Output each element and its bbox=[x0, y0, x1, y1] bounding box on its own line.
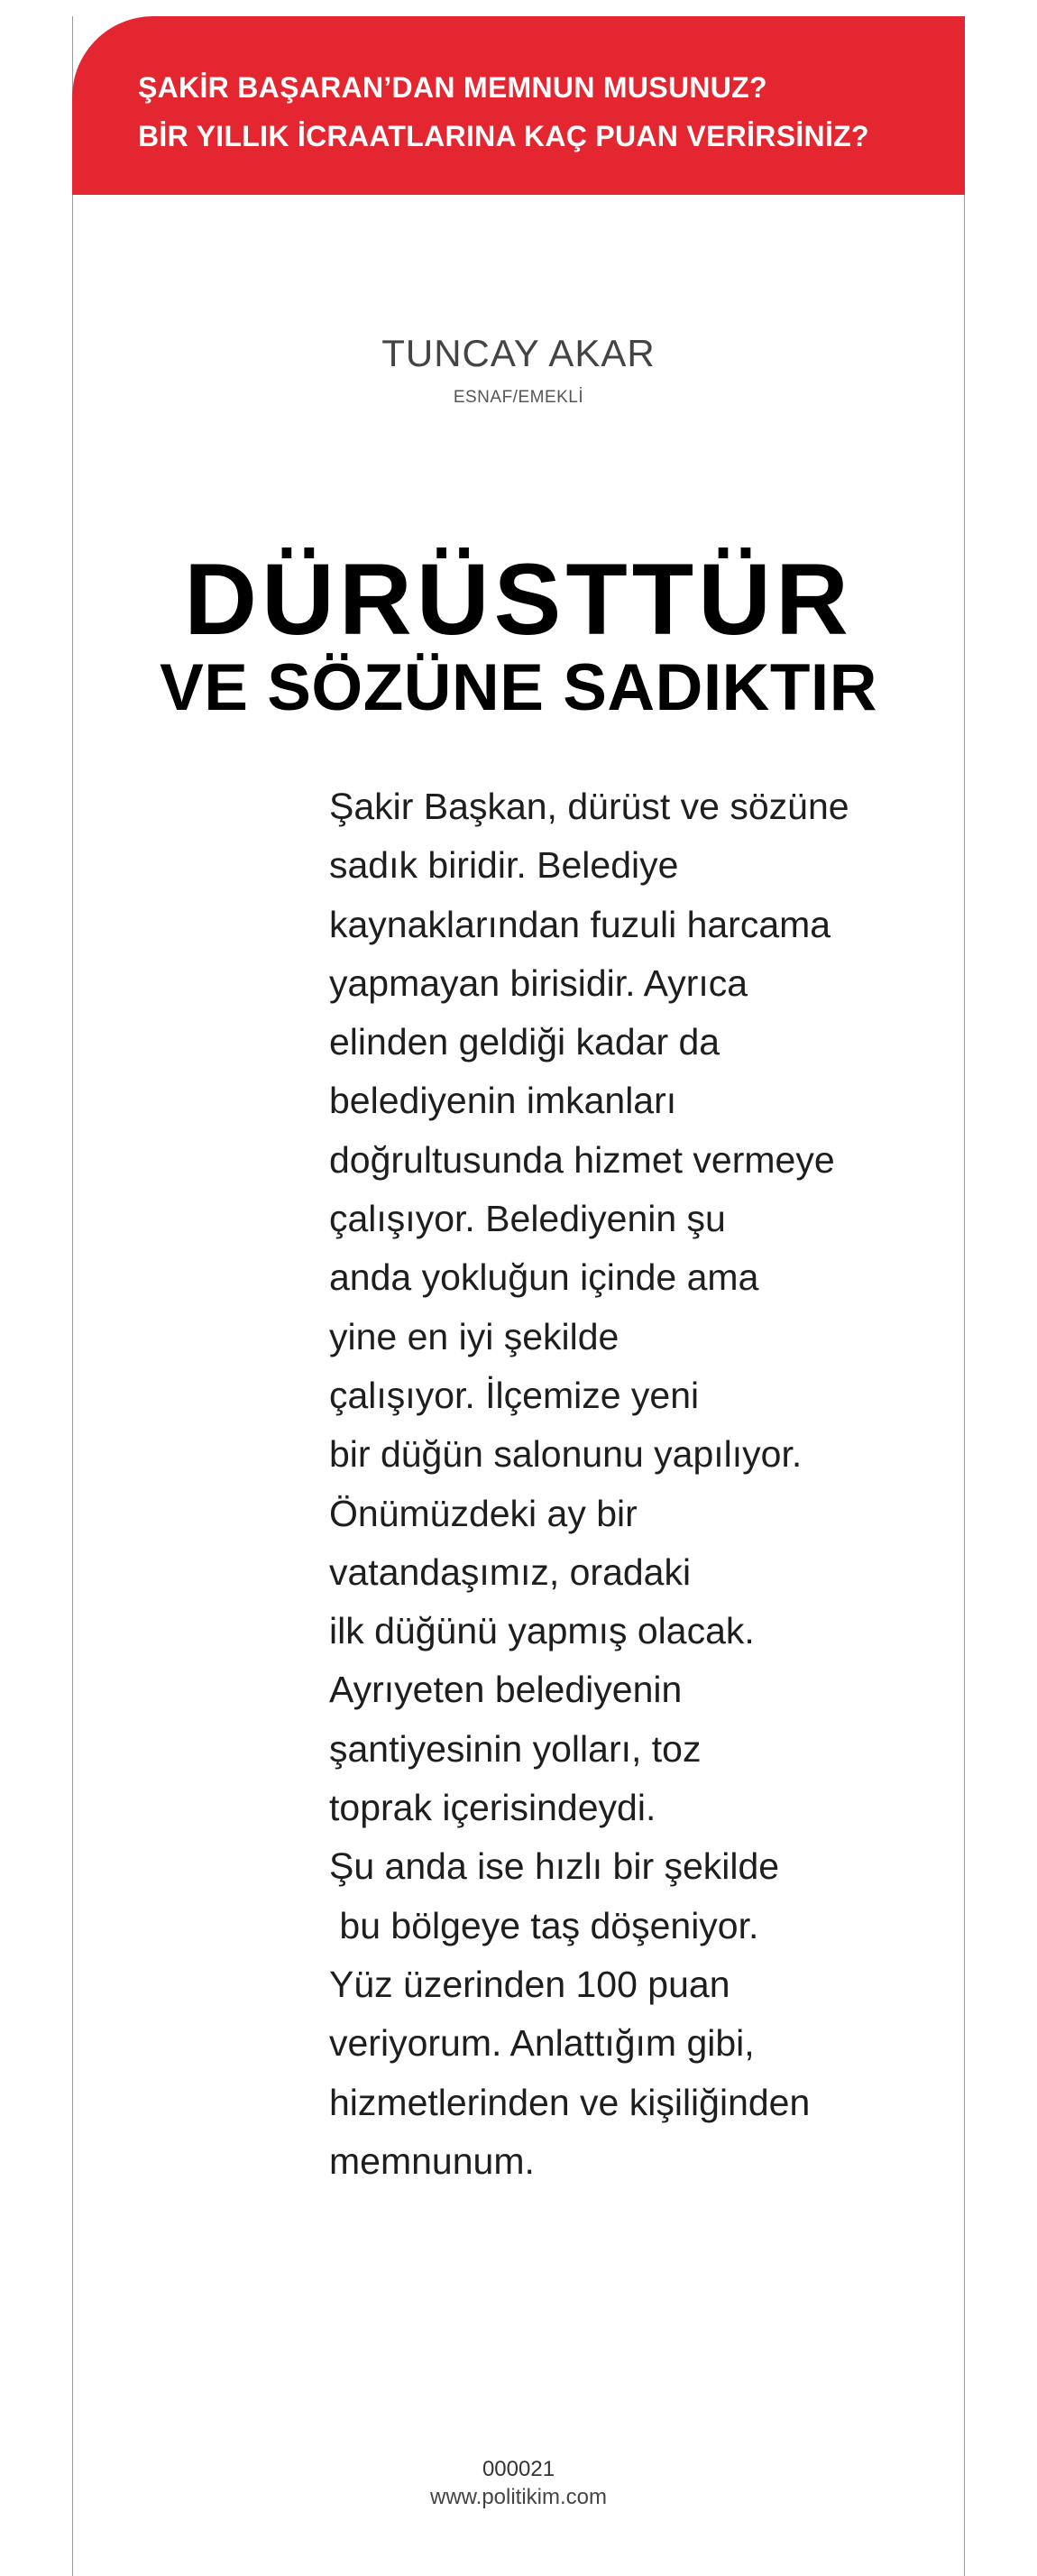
body-line: hizmetlerinden ve kişiliğinden bbox=[329, 2081, 811, 2123]
body-line: bu bölgeye taş döşeniyor. bbox=[329, 1904, 759, 1946]
body-line: çalışıyor. İlçemize yeni bbox=[329, 1374, 700, 1416]
body-line: sadık biridir. Belediye bbox=[329, 844, 679, 887]
body-line: doğrultusunda hizmet vermeye bbox=[329, 1138, 835, 1181]
body-line: Ayrıyeten belediyenin bbox=[329, 1669, 683, 1711]
body-line: belediyenin imkanları bbox=[329, 1080, 677, 1122]
website-link[interactable]: www.politikim.com bbox=[429, 2485, 608, 2509]
body-line: veriyorum. Anlattığım gibi, bbox=[329, 2022, 755, 2065]
page-code: 000021 bbox=[482, 2457, 555, 2481]
body-line: şantiyesinin yolları, toz bbox=[329, 1727, 702, 1770]
body-line: bir düğün salonunu yapılıyor. bbox=[329, 1433, 803, 1476]
body-line: elinden geldiği kadar da bbox=[329, 1021, 720, 1063]
body-line: Yüz üzerinden 100 puan bbox=[329, 1963, 730, 2005]
interview-body bbox=[329, 777, 906, 2191]
banner-question-line-2: BİR YILLIK İCRAATLARINA KAÇ PUAN VERİRSİNİZ? bbox=[138, 120, 869, 152]
body-line: yine en iyi şekilde bbox=[329, 1315, 619, 1357]
body-line: vatandaşımız, oradaki bbox=[329, 1550, 692, 1593]
body-line: kaynaklarından fuzuli harcama bbox=[329, 903, 831, 945]
body-line: yapmayan birisidir. Ayrıca bbox=[329, 961, 748, 1004]
body-line: Şu anda ise hızlı bir şekilde bbox=[329, 1845, 780, 1888]
body-line: ilk düğünü yapmış olacak. bbox=[329, 1610, 755, 1652]
header-banner bbox=[72, 16, 965, 195]
quote-headline: DÜRÜSTTÜR bbox=[184, 543, 853, 656]
body-line: toprak içerisindeydi. bbox=[329, 1787, 656, 1829]
body-line: Şakir Başkan, dürüst ve sözüne bbox=[329, 786, 849, 827]
quote-subheadline: VE SÖZÜNE SADIKTIR bbox=[160, 651, 877, 724]
body-line: Önümüzdeki ay bir bbox=[329, 1492, 638, 1534]
body-line: çalışıyor. Belediyenin şu bbox=[329, 1198, 726, 1240]
interviewee-name: TUNCAY AKAR bbox=[381, 332, 656, 374]
interviewee-role: ESNAF/EMEKLİ bbox=[453, 388, 584, 407]
banner-question-line-1: ŞAKİR BAŞARAN’DAN MEMNUN MUSUNUZ? bbox=[138, 71, 767, 104]
body-line: anda yokluğun içinde ama bbox=[329, 1256, 759, 1299]
body-line: memnunum. bbox=[329, 2139, 535, 2182]
